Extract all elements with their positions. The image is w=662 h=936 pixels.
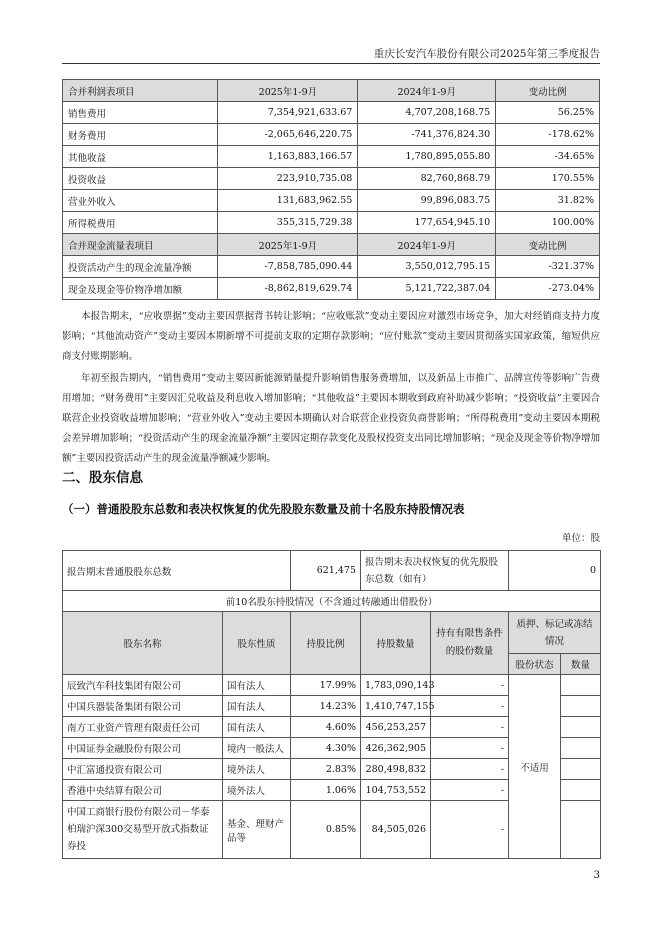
holder-name: 香港中央结算有限公司 bbox=[63, 780, 223, 801]
table-cell: -321.37% bbox=[496, 256, 600, 278]
table-header-row bbox=[63, 234, 600, 256]
page-header: 重庆长安汽车股份有限公司2025年第三季度报告 bbox=[373, 48, 600, 60]
pledge-count bbox=[561, 738, 601, 759]
pledge-count bbox=[561, 675, 601, 696]
preferred-holders-label: 报告期末表决权恢复的优先股股东总数（如有） bbox=[361, 551, 509, 591]
header-cell: 持有有限售条件的股份数量 bbox=[431, 612, 509, 675]
table-row bbox=[63, 256, 600, 278]
header-cell: 质押、标记或冻结情况 bbox=[509, 612, 601, 654]
table-cell: 财务费用 bbox=[63, 124, 218, 146]
holder-restricted: - bbox=[431, 759, 509, 780]
table-cell: 355,315,729.38 bbox=[218, 212, 358, 234]
holder-nature: 境外法人 bbox=[223, 759, 291, 780]
explanation-paragraph-income: 年初至报告期内，“销售费用”变动主要因新能源销量提升影响销售服务费增加，以及新品上市推广、品牌宣传等影响广告费用增加；“财务费用”主要因汇兑收益及利息收入增加影响；“其他收益”主要因本期收到政府补助减少影响；“投资收益”主要因合联营企业投资收益增加影响；“营业外收入”变动主要因本期确认对合联营企业投资负商誉影响；“所得税费用”变动主要因本期税会差异增加影响；“投资活动产生的现金流量净额”主要因定期存款变化及股权投资支出同比增加影响；“现金及现金等价物净增加额”主要因投资活动产生的现金流量净额减少影响。 bbox=[62, 373, 600, 464]
table-row bbox=[63, 124, 600, 146]
holder-qty: 1,410,747,155 bbox=[361, 696, 431, 717]
holder-qty: 456,253,257 bbox=[361, 717, 431, 738]
pledge-status: 不适用 bbox=[509, 675, 561, 859]
holder-name: 中国兵器装备集团有限公司 bbox=[63, 696, 223, 717]
holder-nature: 国有法人 bbox=[223, 696, 291, 717]
table-cell: 4,707,208,168.75 bbox=[358, 102, 496, 124]
header-cell: 合并利润表项目 bbox=[63, 80, 218, 102]
holder-nature: 境外法人 bbox=[223, 780, 291, 801]
table-row bbox=[63, 102, 600, 124]
table-cell: 56.25% bbox=[496, 102, 600, 124]
holder-name: 中国证券金融股份有限公司 bbox=[63, 738, 223, 759]
table-header-row bbox=[63, 80, 600, 102]
shareholder-table bbox=[62, 550, 601, 859]
table-cell: -178.62% bbox=[496, 124, 600, 146]
header-cell: 股份状态 bbox=[509, 654, 561, 675]
header-cell: 2024年1-9月 bbox=[358, 80, 496, 102]
holder-name: 中汇富通投资有限公司 bbox=[63, 759, 223, 780]
table-cell: 其他收益 bbox=[63, 146, 218, 168]
holder-qty: 426,362,905 bbox=[361, 738, 431, 759]
header-cell: 数量 bbox=[561, 654, 601, 675]
holder-qty: 84,505,026 bbox=[361, 801, 431, 859]
holder-nature: 境内一般法人 bbox=[223, 738, 291, 759]
header-cell: 变动比例 bbox=[496, 80, 600, 102]
table-row bbox=[63, 168, 600, 190]
table-cell: -8,862,819,629.74 bbox=[218, 278, 358, 300]
income-change-table bbox=[62, 79, 600, 300]
table-cell: 7,354,921,633.67 bbox=[218, 102, 358, 124]
top10-title-row bbox=[63, 591, 601, 612]
table-cell: 170.55% bbox=[496, 168, 600, 190]
total-holders-value: 621,475 bbox=[291, 551, 361, 591]
table-row bbox=[63, 212, 600, 234]
table-cell: 所得税费用 bbox=[63, 212, 218, 234]
table-cell: 131,683,962.55 bbox=[218, 190, 358, 212]
total-holders-label: 报告期末普通股股东总数 bbox=[63, 551, 291, 591]
table-cell: 223,910,735.08 bbox=[218, 168, 358, 190]
holder-restricted: - bbox=[431, 675, 509, 696]
holder-restricted: - bbox=[431, 717, 509, 738]
table-cell: 3,550,012,795.15 bbox=[358, 256, 496, 278]
explanation-paragraph-balance: 本报告期末，“应收票据”变动主要因票据背书转让影响；“应收账款”变动主要因应对激烈市场竞争，加大对经销商支持力度影响；“其他流动资产”变动主要因本期新增不可提前支取的定期存款影响；“应付账款”变动主要因贯彻落实国家政策，缩短供应商支付账期影响。 bbox=[62, 311, 600, 362]
table-cell: -34.65% bbox=[496, 146, 600, 168]
page-number: 3 bbox=[593, 870, 600, 881]
table-cell: 177,654,945.10 bbox=[358, 212, 496, 234]
holder-restricted: - bbox=[431, 801, 509, 859]
table-header-row bbox=[63, 612, 601, 654]
table-cell: 1,780,895,055.80 bbox=[358, 146, 496, 168]
subsection-title: （一）普通股股东总数和表决权恢复的优先股股东数量及前十名股东持股情况表 bbox=[62, 502, 465, 516]
header-cell: 股东性质 bbox=[223, 612, 291, 675]
holder-ratio: 2.83% bbox=[291, 759, 361, 780]
holder-nature: 国有法人 bbox=[223, 717, 291, 738]
holder-ratio: 14.23% bbox=[291, 696, 361, 717]
table-cell: -2,065,646,220.75 bbox=[218, 124, 358, 146]
pledge-count bbox=[561, 780, 601, 801]
table-cell: 31.82% bbox=[496, 190, 600, 212]
holder-ratio: 0.85% bbox=[291, 801, 361, 859]
holder-restricted: - bbox=[431, 696, 509, 717]
table-row bbox=[63, 675, 601, 696]
table-row bbox=[63, 146, 600, 168]
holder-qty: 1,783,090,143 bbox=[361, 675, 431, 696]
holder-restricted: - bbox=[431, 738, 509, 759]
table-cell: -273.04% bbox=[496, 278, 600, 300]
header-cell: 持股数量 bbox=[361, 612, 431, 675]
header-cell: 股东名称 bbox=[63, 612, 223, 675]
header-cell: 2025年1-9月 bbox=[218, 234, 358, 256]
summary-row bbox=[63, 551, 601, 591]
header-cell: 合并现金流量表项目 bbox=[63, 234, 218, 256]
pledge-count bbox=[561, 759, 601, 780]
holder-name: 辰致汽车科技集团有限公司 bbox=[63, 675, 223, 696]
table-cell: -741,376,824.30 bbox=[358, 124, 496, 146]
section-title: 二、股东信息 bbox=[62, 470, 143, 486]
header-cell: 持股比例 bbox=[291, 612, 361, 675]
holder-qty: 104,753,552 bbox=[361, 780, 431, 801]
pledge-count bbox=[561, 717, 601, 738]
table-cell: 1,163,883,166.57 bbox=[218, 146, 358, 168]
header-cell: 2024年1-9月 bbox=[358, 234, 496, 256]
holder-restricted: - bbox=[431, 780, 509, 801]
table-cell: 投资收益 bbox=[63, 168, 218, 190]
table-cell: 5,121,722,387.04 bbox=[358, 278, 496, 300]
table-cell: 营业外收入 bbox=[63, 190, 218, 212]
table-cell: 投资活动产生的现金流量净额 bbox=[63, 256, 218, 278]
holder-name: 南方工业资产管理有限责任公司 bbox=[63, 717, 223, 738]
table-cell: 99,896,083.75 bbox=[358, 190, 496, 212]
table-cell: 销售费用 bbox=[63, 102, 218, 124]
pledge-count bbox=[561, 696, 601, 717]
header-cell: 变动比例 bbox=[496, 234, 600, 256]
header-divider bbox=[62, 63, 600, 64]
holder-nature: 国有法人 bbox=[223, 675, 291, 696]
holder-ratio: 4.60% bbox=[291, 717, 361, 738]
pledge-count bbox=[561, 801, 601, 859]
holder-ratio: 17.99% bbox=[291, 675, 361, 696]
unit-label: 单位：股 bbox=[561, 533, 600, 544]
holder-ratio: 1.06% bbox=[291, 780, 361, 801]
table-cell: 现金及现金等价物净增加额 bbox=[63, 278, 218, 300]
preferred-holders-value: 0 bbox=[509, 551, 601, 591]
holder-nature: 基金、理财产品等 bbox=[223, 801, 291, 859]
holder-ratio: 4.30% bbox=[291, 738, 361, 759]
header-cell: 2025年1-9月 bbox=[218, 80, 358, 102]
table-row bbox=[63, 278, 600, 300]
table-cell: -7,858,785,090.44 bbox=[218, 256, 358, 278]
top10-title: 前10名股东持股情况（不含通过转融通出借股份） bbox=[63, 591, 601, 612]
holder-name: 中国工商银行股份有限公司－华泰柏瑞沪深300交易型开放式指数证券投 bbox=[63, 801, 223, 859]
table-cell: 82,760,868.79 bbox=[358, 168, 496, 190]
holder-qty: 280,498,832 bbox=[361, 759, 431, 780]
table-row bbox=[63, 190, 600, 212]
table-cell: 100.00% bbox=[496, 212, 600, 234]
